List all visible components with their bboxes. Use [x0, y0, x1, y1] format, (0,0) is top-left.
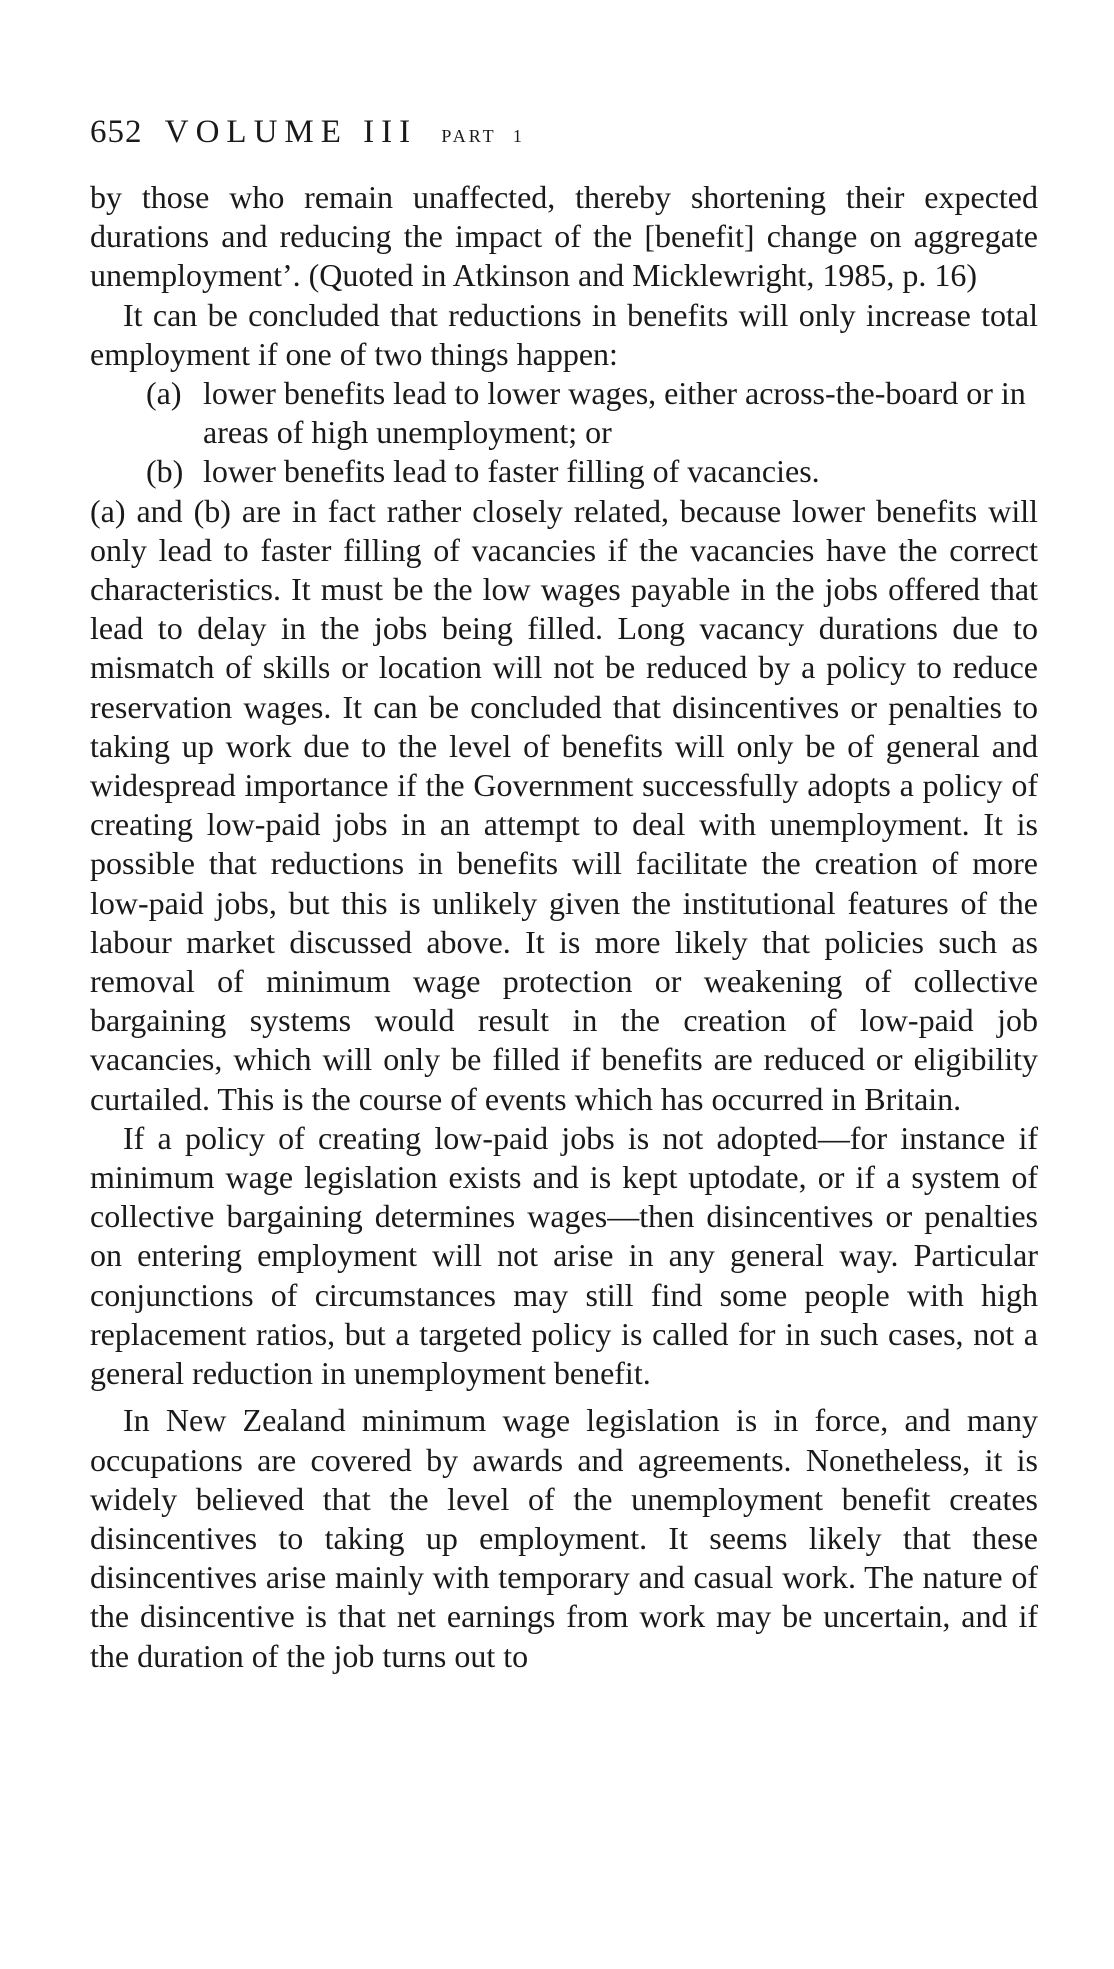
conditions-list [90, 374, 1038, 492]
part-label: PART [441, 126, 497, 146]
list-marker: (b) [146, 453, 184, 490]
quote-continuation: by those who remain unaffected, thereby shortening their expected durations and reducing the impact of the [benefit] change on aggregate unemployment’. (Quoted in Atkinson and Micklewright, 1985, p. 16) [90, 179, 1038, 294]
list-marker: (a) [146, 375, 182, 412]
list-item-text: lower benefits lead to faster filling of vacancies. [203, 453, 820, 490]
list-item-text: lower benefits lead to lower wages, either across-the-board or in areas of high unemployment; or [203, 375, 1026, 451]
list-item [90, 374, 1038, 452]
volume-label: VOLUME III [164, 114, 418, 150]
body-text [90, 178, 1038, 1676]
list-item [90, 452, 1038, 491]
paragraph: (a) and (b) are in fact rather closely related, because lower benefits will only lead to faster filling of vacancies if the vacancies have the correct characteristics. It must be the low wages payable in the jobs offered that lead to delay in the jobs being filled. Long vacancy durations due to mismatch of skills or location will not be reduced by a policy to reduce reservation wages. It can be concluded that disincentives or penalties to taking up work due to the level of benefits will only be of general and widespread importance if the Government successfully adopts a policy of creating low-paid jobs in an attempt to deal with unemployment. It is possible that reductions in benefits will facilitate the creation of more low-paid jobs, but this is unlikely given the institutional features of the labour market discussed above. It is more likely that policies such as removal of minimum wage protection or weakening of collective bargaining systems would result in the creation of low-paid job vacancies, which will only be filled if benefits are reduced or eligibility curtailed. This is the course of events which has occurred in Britain. [90, 492, 1038, 1117]
running-header [90, 112, 524, 156]
page-number: 652 [90, 114, 143, 150]
paragraph: In New Zealand minimum wage legislation is in force, and many occupations are covered by awards and agreements. Nonetheless, it is widely believed that the level of the unemployment benefit creates disincentives to taking up employment. It seems likely that these disincentives arise mainly with temporary and casual work. The nature of the disincentive is that net earnings from work may be uncertain, and if the duration of the job turns out to [90, 1402, 1038, 1674]
part-number: 1 [512, 126, 524, 146]
paragraph: If a policy of creating low-paid jobs is not adopted—for instance if minimum wage legislation exists and is kept uptodate, or if a system of collective bargaining determines wages—then disincentives or penalties on entering employment will not arise in any general way. Particular conjunctions of circumstances may still find some people with high replacement ratios, but a targeted policy is called for in such cases, not a general reduction in unemployment benefit. [90, 1119, 1038, 1392]
paragraph: It can be concluded that reductions in benefits will only increase total employment if one of two things happen: [90, 296, 1038, 372]
